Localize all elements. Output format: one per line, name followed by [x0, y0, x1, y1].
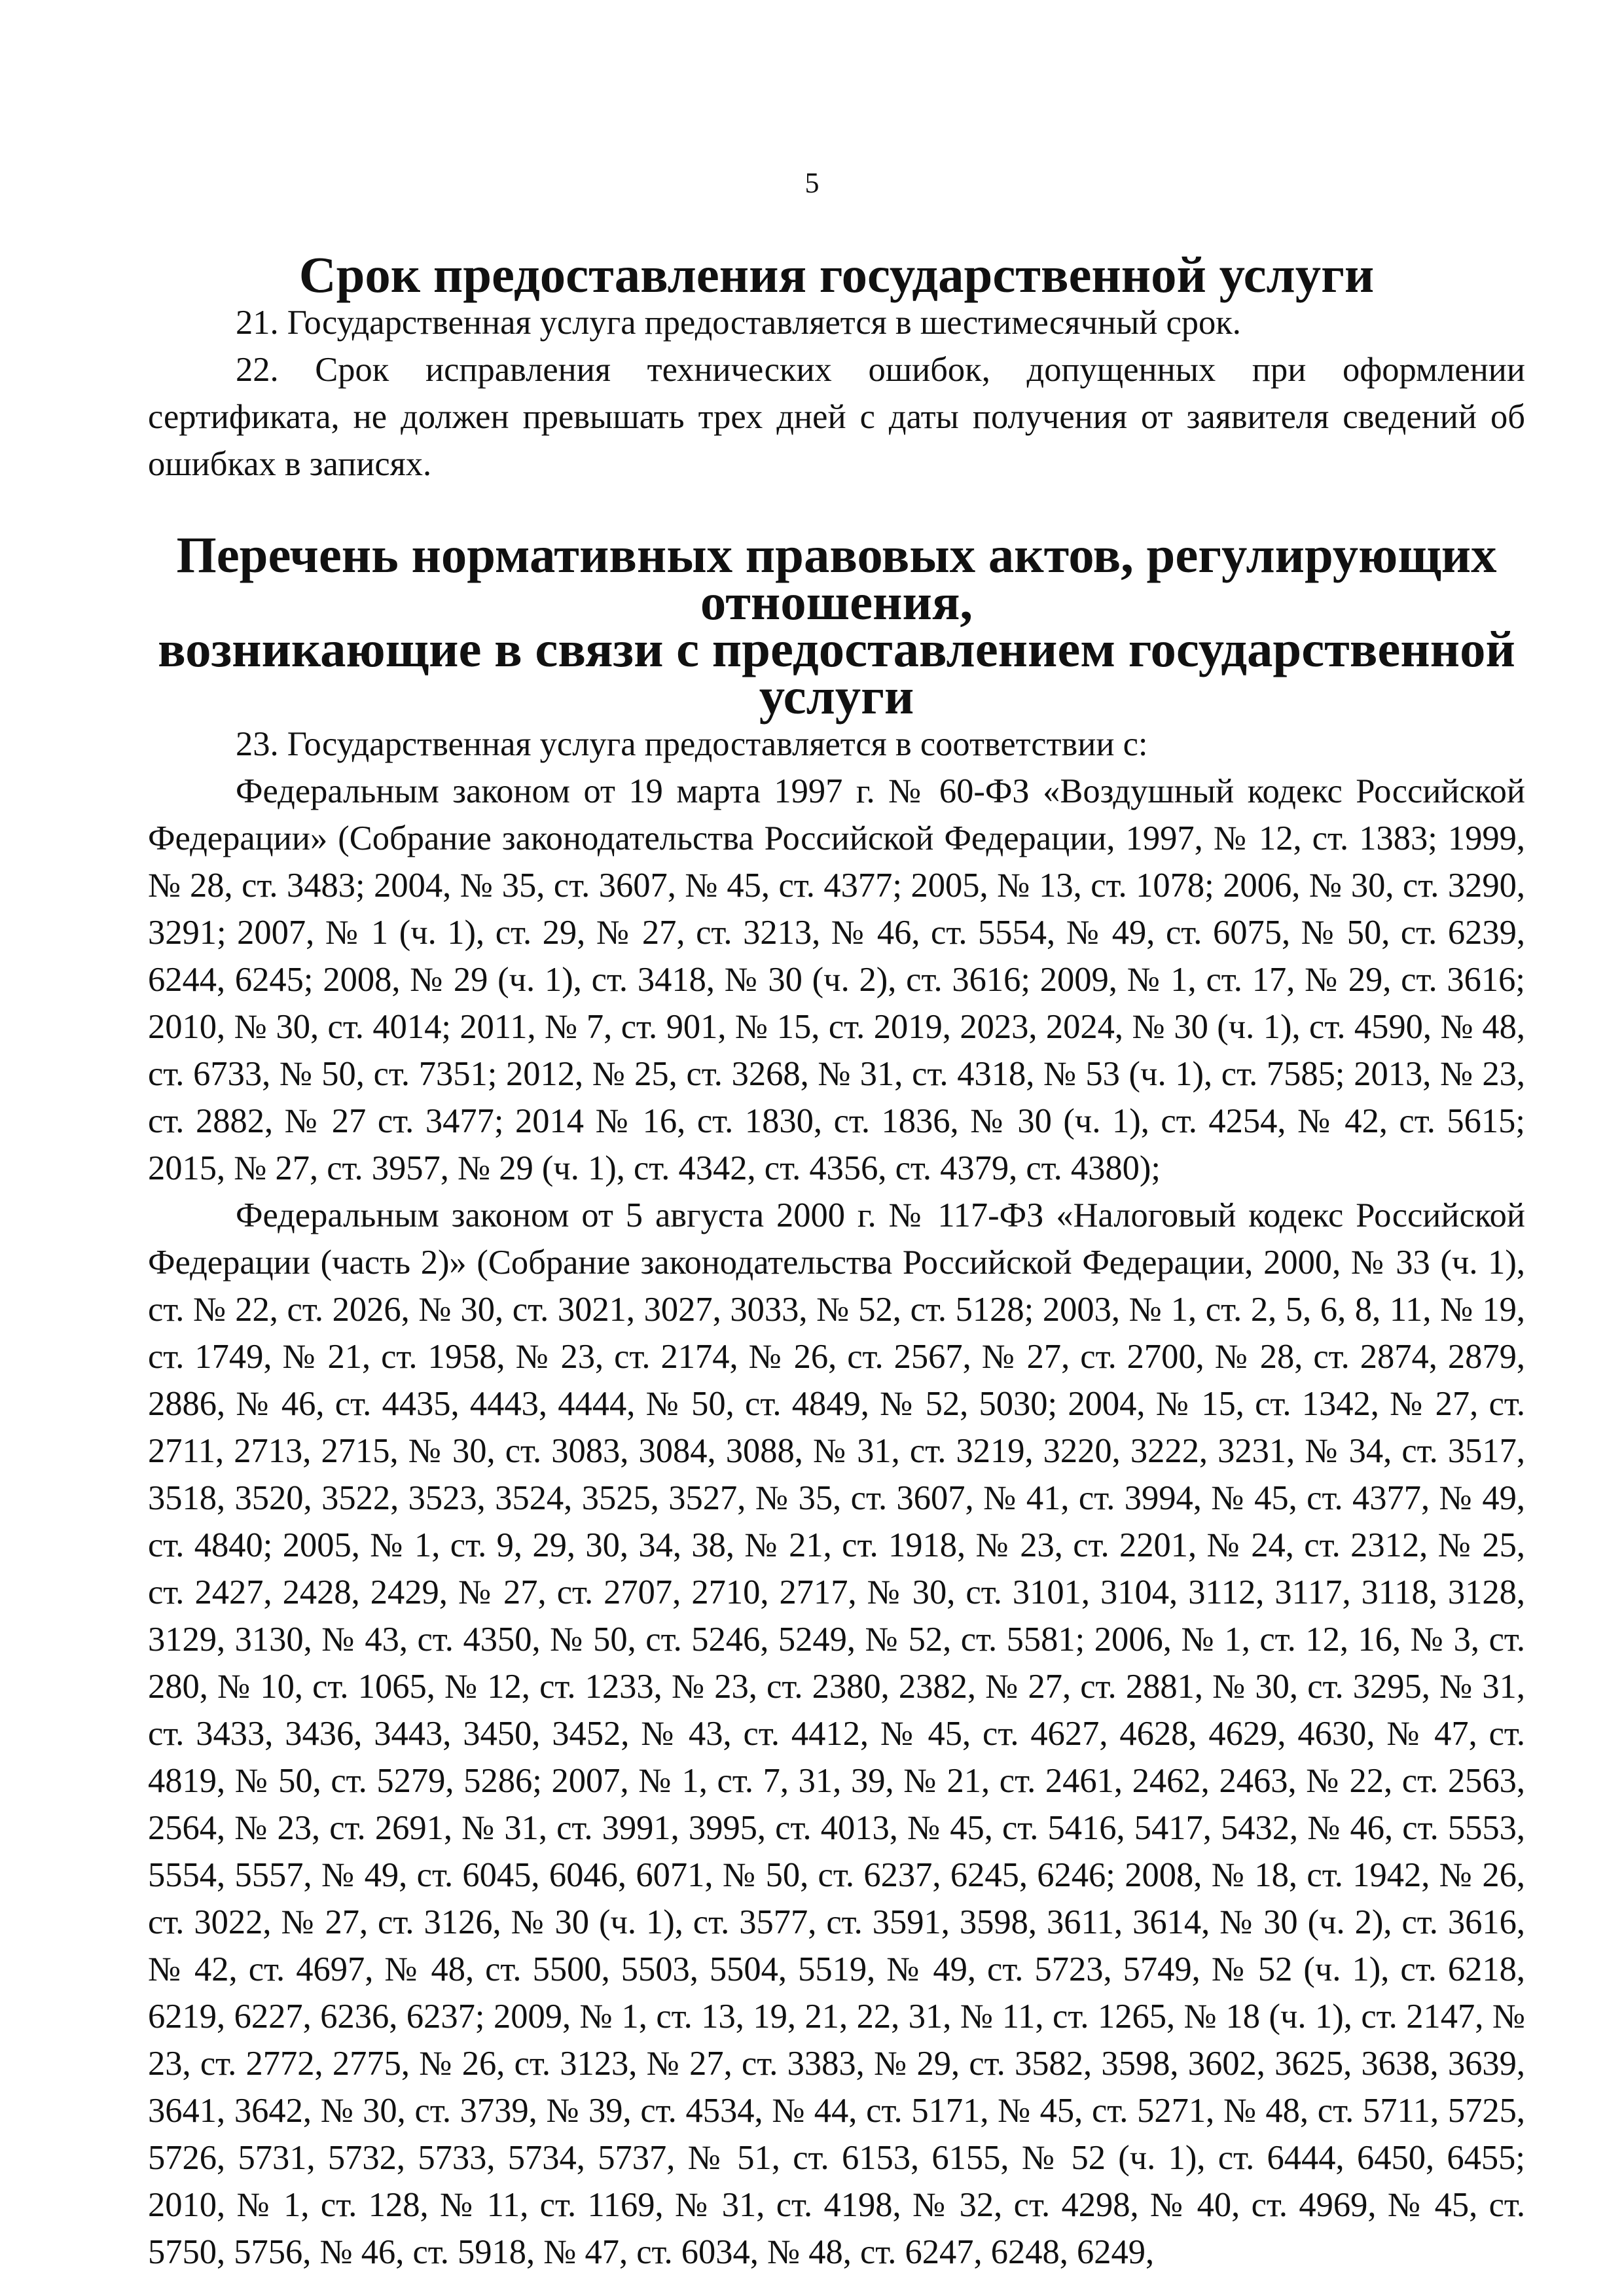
section-legal-acts: [148, 527, 1525, 2276]
paragraph-22: 22. Срок исправления технических ошибок, допущенных при оформлении сертификата, не должен превышать трех дней с даты получения от заявителя сведений об ошибках в записях.: [148, 351, 1525, 483]
section-spacer: [148, 488, 1525, 532]
paragraph-air-code-law: Федеральным законом от 19 марта 1997 г. № 60-ФЗ «Воздушный кодекс Российской Федерации» (Собрание законодательства Российской Федерации, 1997, № 12, ст. 1383; 1999, № 28, ст. 3483; 2004, № 35, ст. 3607, № 45, ст. 4377; 2005, № 13, ст. 1078; 2006, № 30, ст. 3290, 3291; 2007, № 1 (ч. 1), ст. 29, № 27, ст. 3213, № 46, ст. 5554, № 49, ст. 6075, № 50, ст. 6239, 6244, 6245; 2008, № 29 (ч. 1), ст. 3418, № 30 (ч. 2), ст. 3616; 2009, № 1, ст. 17, № 29, ст. 3616; 2010, № 30, ст. 4014; 2011, № 7, ст. 901, № 15, ст. 2019, 2023, 2024, № 30 (ч. 1), ст. 4590, № 48, ст. 6733, № 50, ст. 7351; 2012, № 25, ст. 3268, № 31, ст. 4318, № 53 (ч. 1), ст. 7585; 2013, № 23, ст. 2882, № 27 ст. 3477; 2014 № 16, ст. 1830, ст. 1836, № 30 (ч. 1), ст. 4254, № 42, ст. 5615; 2015, № 27, ст. 3957, № 29 (ч. 1), ст. 4342, ст. 4356, ст. 4379, ст. 4380);: [148, 772, 1525, 1187]
page-number: 5: [804, 167, 820, 199]
paragraph-23: 23. Государственная услуга предоставляется в соответствии с:: [236, 725, 1148, 763]
section-heading: [148, 527, 1525, 725]
document-body: [148, 247, 1525, 2276]
heading-line-1: Перечень нормативных правовых актов, регулирующих отношения,: [176, 527, 1497, 631]
section-service-term: [148, 247, 1525, 488]
paragraph-tax-code-law: Федеральным законом от 5 августа 2000 г. № 117-ФЗ «Налоговый кодекс Российской Федерации (часть 2)» (Собрание законодательства Российской Федерации, 2000, № 33 (ч. 1), ст. № 22, ст. 2026, № 30, ст. 3021, 3027, 3033, № 52, ст. 5128; 2003, № 1, ст. 2, 5, 6, 8, 11, № 19, ст. 1749, № 21, ст. 1958, № 23, ст. 2174, № 26, ст. 2567, № 27, ст. 2700, № 28, ст. 2874, 2879, 2886, № 46, ст. 4435, 4443, 4444, № 50, ст. 4849, № 52, 5030; 2004, № 15, ст. 1342, № 27, ст. 2711, 2713, 2715, № 30, ст. 3083, 3084, 3088, № 31, ст. 3219, 3220, 3222, 3231, № 34, ст. 3517, 3518, 3520, 3522, 3523, 3524, 3525, 3527, № 35, ст. 3607, № 41, ст. 3994, № 45, ст. 4377, № 49, ст. 4840; 2005, № 1, ст. 9, 29, 30, 34, 38, № 21, ст. 1918, № 23, ст. 2201, № 24, ст. 2312, № 25, ст. 2427, 2428, 2429, № 27, ст. 2707, 2710, 2717, № 30, ст. 3101, 3104, 3112, 3117, 3118, 3128, 3129, 3130, № 43, ст. 4350, № 50, ст. 5246, 5249, № 52, ст. 5581; 2006, № 1, ст. 12, 16, № 3, ст. 280, № 10, ст. 1065, № 12, ст. 1233, № 23, ст. 2380, 2382, № 27, ст. 2881, № 30, ст. 3295, № 31, ст. 3433, 3436, 3443, 3450, 3452, № 43, ст. 4412, № 45, ст. 4627, 4628, 4629, 4630, № 47, ст. 4819, № 50, ст. 5279, 5286; 2007, № 1, ст. 7, 31, 39, № 21, ст. 2461, 2462, 2463, № 22, ст. 2563, 2564, № 23, ст. 2691, № 31, ст. 3991, 3995, ст. 4013, № 45, ст. 5416, 5417, 5432, № 46, ст. 5553, 5554, 5557, № 49, ст. 6045, 6046, 6071, № 50, ст. 6237, 6245, 6246; 2008, № 18, ст. 1942, № 26, ст. 3022, № 27, ст. 3126, № 30 (ч. 1), ст. 3577, ст. 3591, 3598, 3611, 3614, № 30 (ч. 2), ст. 3616, № 42, ст. 4697, № 48, ст. 5500, 5503, 5504, 5519, № 49, ст. 5723, 5749, № 52 (ч. 1), ст. 6218, 6219, 6227, 6236, 6237; 2009, № 1, ст. 13, 19, 21, 22, 31, № 11, ст. 1265, № 18 (ч. 1), ст. 2147, № 23, ст. 2772, 2775, № 26, ст. 3123, № 27, ст. 3383, № 29, ст. 3582, 3598, 3602, 3625, 3638, 3639, 3641, 3642, № 30, ст. 3739, № 39, ст. 4534, № 44, ст. 5171, № 45, ст. 5271, № 48, ст. 5711, 5725, 5726, 5731, 5732, 5733, 5734, 5737, № 51, ст. 6153, 6155, № 52 (ч. 1), ст. 6444, 6450, 6455; 2010, № 1, ст. 128, № 11, ст. 1169, № 31, ст. 4198, № 32, ст. 4298, № 40, ст. 4969, № 45, ст. 5750, 5756, № 46, ст. 5918, № 47, ст. 6034, № 48, ст. 6247, 6248, 6249,: [148, 1196, 1525, 2271]
heading-line-2: возникающие в связи с предоставлением государственной услуги: [158, 621, 1515, 725]
paragraph-21: 21. Государственная услуга предоставляется в шестимесячный срок.: [236, 304, 1241, 342]
section-heading: Срок предоставления государственной услуги: [298, 247, 1375, 304]
